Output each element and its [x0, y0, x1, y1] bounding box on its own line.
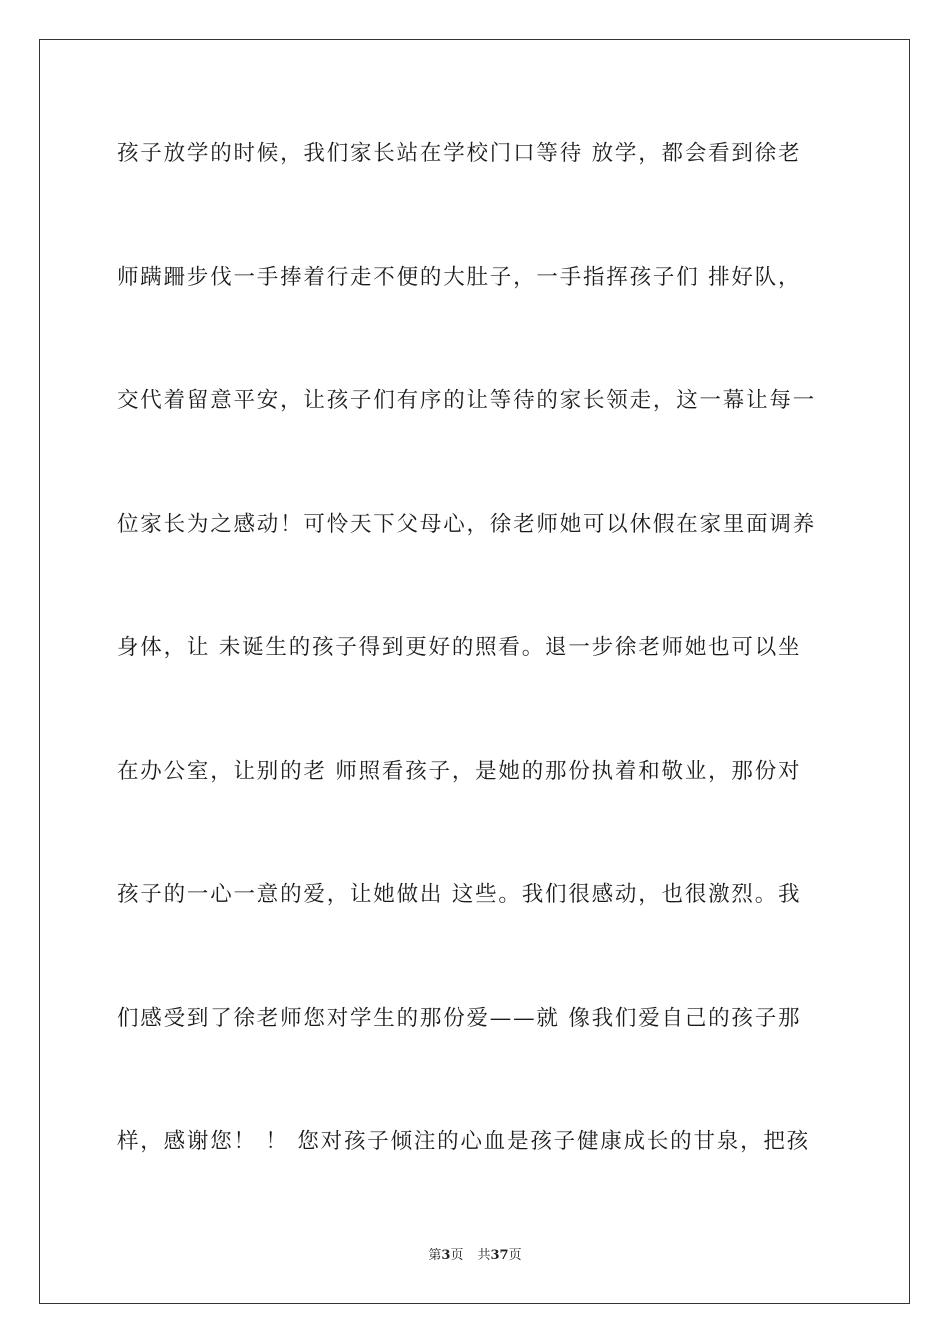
body-text-line-6: 在办公室，让别的老 师照看孩子，是她的那份执着和敬业，那份对: [117, 759, 802, 784]
page-footer: [0, 1247, 950, 1265]
body-text-line-5: 身体，让 未诞生的孩子得到更好的照看。退一步徐老师她也可以坐: [117, 635, 802, 660]
page-prefix: 第: [428, 1248, 442, 1263]
page-border: [39, 39, 910, 1304]
total-prefix: 共: [477, 1248, 491, 1263]
page-number: 3: [441, 1248, 451, 1263]
body-text-line-3: 交代着留意平安，让孩子们有序的让等待的家长领走，这一幕让每一: [117, 388, 817, 413]
body-text-line-8: 们感受到了徐老师您对学生的那份爱——就 像我们爱自己的孩子那: [117, 1006, 802, 1031]
body-text-line-4: 位家长为之感动！可怜天下父母心，徐老师她可以休假在家里面调养: [117, 512, 817, 537]
total-pages: 37: [490, 1248, 509, 1263]
body-text-line-9: 样，感谢您！ ！ 您对孩子倾注的心血是孩子健康成长的甘泉，把孩: [117, 1129, 810, 1154]
total-suffix: 页: [508, 1248, 522, 1263]
page-suffix: 页: [450, 1248, 464, 1263]
body-text-line-2: 师蹒跚步伐一手捧着行走不便的大肚子，一手指挥孩子们 排好队，: [117, 265, 802, 290]
body-text-line-7: 孩子的一心一意的爱，让她做出 这些。我们很感动，也很激烈。我: [117, 882, 802, 907]
body-text-line-1: 孩子放学的时候，我们家长站在学校门口等待 放学，都会看到徐老: [117, 141, 802, 166]
